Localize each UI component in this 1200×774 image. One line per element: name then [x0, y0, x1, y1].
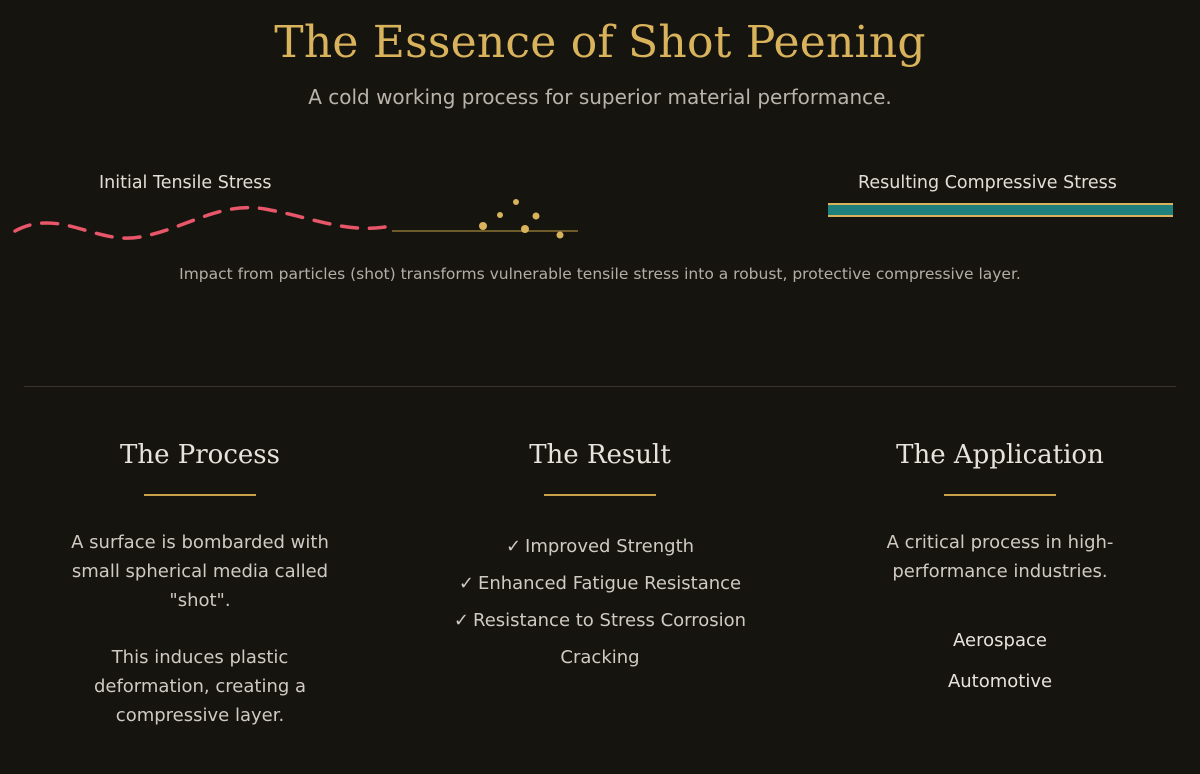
application-paragraph-1: A critical process in high-performance industries. — [886, 532, 1114, 582]
check-icon: ✓ — [453, 610, 470, 631]
list-item — [435, 565, 765, 602]
column-title: The Result — [529, 440, 671, 470]
industry-list — [824, 620, 1176, 702]
tensile-wave-icon — [10, 199, 390, 255]
shot-particles-icon — [388, 191, 588, 261]
column-application — [800, 440, 1200, 730]
page-header — [0, 0, 1200, 109]
column-body — [824, 528, 1176, 702]
column-rule — [944, 494, 1056, 496]
list-item-label: Resistance to Stress Corrosion Cracking — [473, 610, 747, 668]
process-paragraph-1: A surface is bombarded with small spherical media called "shot". — [71, 532, 329, 611]
list-item: Automotive — [947, 671, 1053, 692]
column-body — [24, 528, 376, 730]
list-item — [435, 602, 765, 676]
compressive-layer-bar — [828, 203, 1173, 217]
section-divider — [24, 386, 1176, 387]
column-result — [400, 440, 800, 730]
list-item-label: Improved Strength — [525, 536, 695, 557]
diagram-caption: Impact from particles (shot) transforms vulnerable tensile stress into a robust, protective compressive layer. — [179, 264, 1021, 283]
list-item-label: Enhanced Fatigue Resistance — [477, 573, 742, 594]
check-icon: ✓ — [505, 536, 522, 557]
columns-section — [0, 440, 1200, 730]
column-rule — [544, 494, 656, 496]
tensile-stress-label: Initial Tensile Stress — [99, 172, 272, 193]
stress-diagram — [0, 161, 1200, 386]
process-paragraph-2: This induces plastic deformation, creating a compressive layer. — [93, 647, 307, 726]
column-title: The Application — [896, 440, 1104, 470]
compressive-stress-label: Resulting Compressive Stress — [858, 172, 1117, 193]
column-body — [424, 528, 776, 676]
page-subtitle: A cold working process for superior material performance. — [308, 84, 892, 109]
column-title: The Process — [120, 440, 280, 470]
list-item — [435, 528, 765, 565]
page-title: The Essence of Shot Peening — [274, 17, 926, 68]
result-list — [424, 528, 776, 676]
check-icon: ✓ — [458, 573, 474, 594]
column-process — [0, 440, 400, 730]
list-item: Aerospace — [953, 630, 1047, 651]
column-rule — [144, 494, 256, 496]
